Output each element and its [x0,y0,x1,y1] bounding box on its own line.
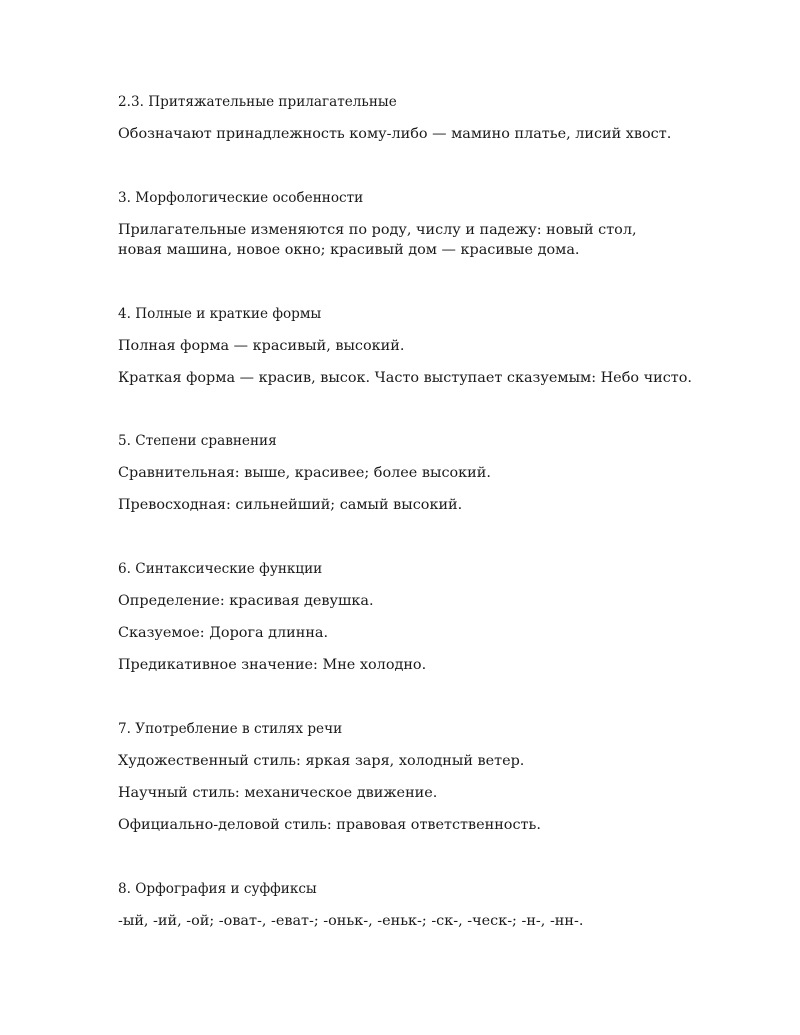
section-heading: 4. Полные и краткие формы [118,306,322,322]
paragraph: Краткая форма — красив, высок. Часто выступает сказуемым: Небо чисто. [118,370,692,386]
paragraph: -ый, -ий, -ой; -оват-, -еват-; -оньк-, -еньк-; -ск-, -ческ-; -н-, -нн-. [118,913,584,929]
section-heading: 2.3. Притяжательные прилагательные [118,94,397,110]
paragraph: Полная форма — красивый, высокий. [118,338,405,354]
paragraph: Определение: красивая девушка. [118,593,374,609]
paragraph: Обозначают принадлежность кому-либо — мамино платье, лисий хвост. [118,126,672,142]
paragraph: Сказуемое: Дорога длинна. [118,625,329,641]
paragraph: Сравнительная: выше, красивее; более высокий. [118,465,491,481]
paragraph: Прилагательные изменяются по роду, числу и падежу: новый стол, новая машина, новое окно; красивый дом — красивые дома. [118,222,637,258]
paragraph: Превосходная: сильнейший; самый высокий. [118,497,463,513]
section-heading: 7. Употребление в стилях речи [118,721,343,737]
section-heading: 6. Синтаксические функции [118,561,323,577]
section-heading: 5. Степени сравнения [118,433,277,449]
paragraph: Предикативное значение: Мне холодно. [118,657,427,673]
section-heading: 3. Морфологические особенности [118,190,364,206]
section-heading: 8. Орфография и суффиксы [118,881,317,897]
paragraph: Официально-деловой стиль: правовая ответственность. [118,817,541,833]
paragraph: Художественный стиль: яркая заря, холодный ветер. [118,753,525,769]
paragraph: Научный стиль: механическое движение. [118,785,438,801]
